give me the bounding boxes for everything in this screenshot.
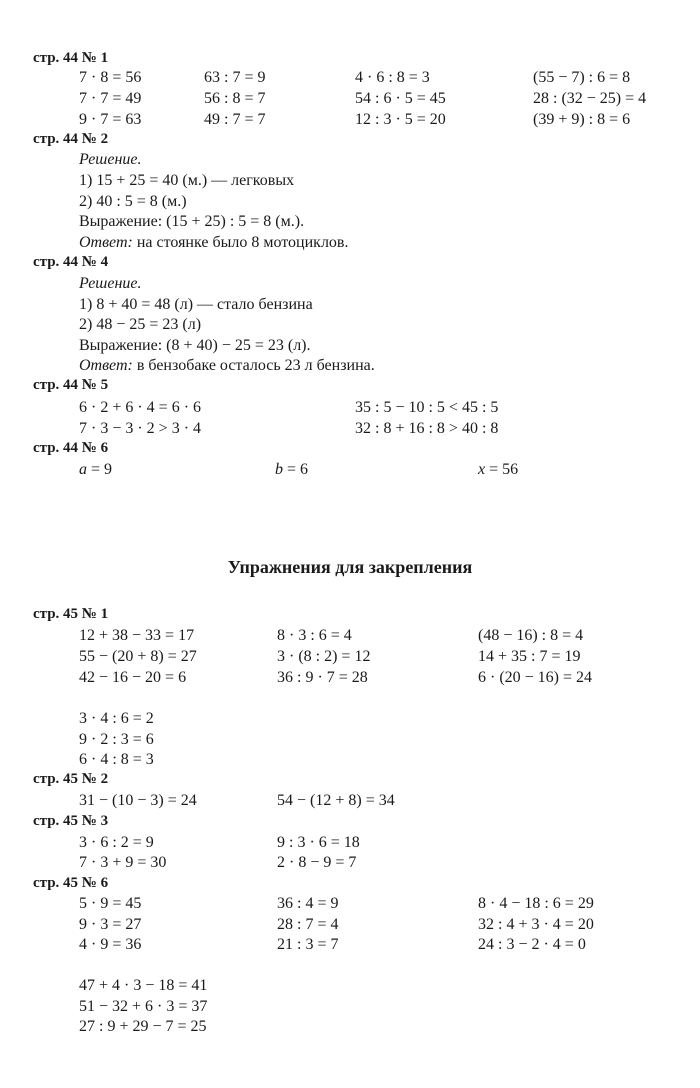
solution-step: 2) 48 − 25 = 23 (л): [79, 316, 202, 333]
comparison: 35 : 5 − 10 : 5 < 45 : 5: [355, 399, 499, 416]
equation: 36 : 9 · 7 = 28: [277, 669, 368, 686]
equation: 28 : (32 − 25) = 4: [533, 90, 647, 107]
equation: 9 · 3 = 27: [79, 916, 142, 933]
equation: 4 · 6 : 8 = 3: [355, 69, 430, 86]
solution-label: Решение.: [79, 151, 142, 168]
solution-label: Решение.: [79, 275, 142, 292]
variable-value: x = 56: [478, 461, 519, 478]
equation: 21 : 3 = 7: [277, 936, 339, 953]
solution-step: 1) 15 + 25 = 40 (м.) — легковых: [79, 172, 295, 189]
equation: 56 : 8 = 7: [204, 90, 266, 107]
equation: 49 : 7 = 7: [204, 111, 266, 128]
answer-line: [79, 234, 348, 252]
equation: 36 : 4 = 9: [277, 895, 339, 912]
equation: 6 · 4 : 8 = 3: [79, 751, 154, 768]
section-header: стр. 44 № 5: [33, 377, 109, 393]
equation: 14 + 35 : 7 = 19: [478, 648, 581, 665]
equation: 3 · (8 : 2) = 12: [277, 648, 371, 665]
section-header: стр. 44 № 6: [33, 440, 109, 456]
answer-text: на стоянке было 8 мотоциклов.: [136, 234, 349, 251]
equation: 3 · 6 : 2 = 9: [79, 834, 154, 851]
comparison: 32 : 8 + 16 : 8 > 40 : 8: [355, 420, 499, 437]
equation: (55 − 7) : 6 = 8: [533, 69, 631, 86]
equation: 54 : 6 · 5 = 45: [355, 90, 446, 107]
equation: 54 − (12 + 8) = 34: [277, 792, 395, 809]
equation: 42 − 16 − 20 = 6: [79, 669, 187, 686]
section-title: Упражнения для закрепления: [227, 557, 473, 577]
answer-label: Ответ:: [79, 234, 133, 251]
equation: 7 · 7 = 49: [79, 90, 142, 107]
section-header: стр. 45 № 3: [33, 813, 109, 829]
equation: (48 − 16) : 8 = 4: [478, 627, 584, 644]
equation: 4 · 9 = 36: [79, 936, 142, 953]
equation: 8 · 4 − 18 : 6 = 29: [478, 895, 594, 912]
section-header: стр. 45 № 6: [33, 875, 109, 891]
equation: 51 − 32 + 6 · 3 = 37: [79, 998, 208, 1015]
equation: 9 : 3 · 6 = 18: [277, 834, 360, 851]
comparison: 7 · 3 − 3 · 2 > 3 · 4: [79, 420, 202, 437]
section-header: стр. 44 № 4: [33, 254, 109, 270]
equation: 63 : 7 = 9: [204, 69, 266, 86]
equation: 31 − (10 − 3) = 24: [79, 792, 197, 809]
equation: 12 : 3 · 5 = 20: [355, 111, 446, 128]
solution-step: 1) 8 + 40 = 48 (л) — стало бензина: [79, 296, 313, 313]
equation: 6 · (20 − 16) = 24: [478, 669, 593, 686]
section-header: стр. 45 № 1: [33, 606, 109, 622]
equation: 55 − (20 + 8) = 27: [79, 648, 197, 665]
equation: 7 · 8 = 56: [79, 69, 142, 86]
equation: 8 · 3 : 6 = 4: [277, 627, 352, 644]
equation: 9 · 2 : 3 = 6: [79, 731, 154, 748]
equation: 5 · 9 = 45: [79, 895, 142, 912]
expression-line: Выражение: (15 + 25) : 5 = 8 (м.).: [79, 213, 305, 230]
equation: 27 : 9 + 29 − 7 = 25: [79, 1018, 207, 1035]
comparison: 6 · 2 + 6 · 4 = 6 · 6: [79, 399, 202, 416]
equation: 12 + 38 − 33 = 17: [79, 627, 195, 644]
equation: 32 : 4 + 3 · 4 = 20: [478, 916, 594, 933]
equation: 24 : 3 − 2 · 4 = 0: [478, 936, 586, 953]
section-header: стр. 45 № 2: [33, 771, 109, 787]
equation: 3 · 4 : 6 = 2: [79, 710, 154, 727]
variable-value: a = 9: [79, 461, 113, 478]
answer-line: [79, 357, 375, 375]
solution-step: 2) 40 : 5 = 8 (м.): [79, 193, 187, 210]
expression-line: Выражение: (8 + 40) − 25 = 23 (л).: [79, 337, 311, 354]
equation: 2 · 8 − 9 = 7: [277, 854, 357, 871]
variable-value: b = 6: [275, 461, 309, 478]
equation: 47 + 4 · 3 − 18 = 41: [79, 977, 208, 994]
equation: (39 + 9) : 8 = 6: [533, 111, 631, 128]
equation: 9 · 7 = 63: [79, 111, 142, 128]
section-header: стр. 44 № 1: [33, 50, 109, 66]
equation: 28 : 7 = 4: [277, 916, 339, 933]
section-header: стр. 44 № 2: [33, 131, 109, 147]
equation: 7 · 3 + 9 = 30: [79, 854, 167, 871]
answer-label: Ответ:: [79, 357, 133, 374]
answer-text: в бензобаке осталось 23 л бензина.: [136, 357, 375, 374]
